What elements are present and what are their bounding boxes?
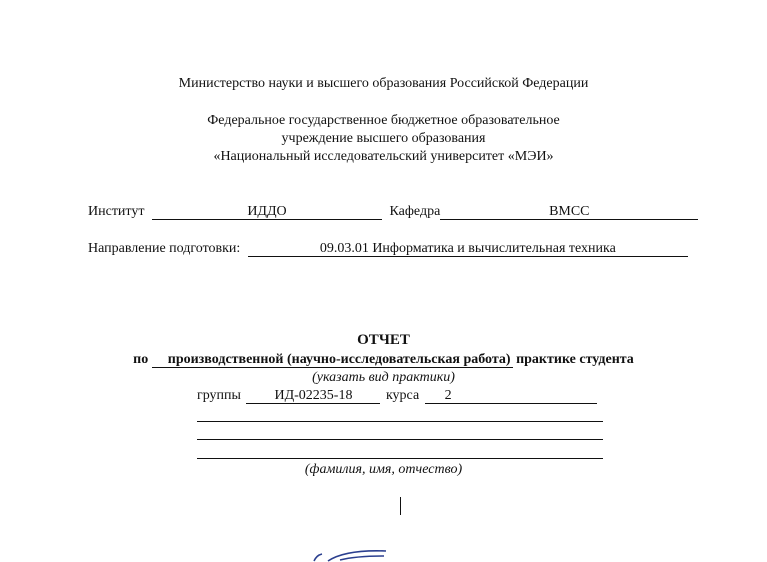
group-label: группы <box>197 388 241 403</box>
practice-prefix: по <box>133 352 149 367</box>
institute-value[interactable]: ИДДО <box>152 204 382 220</box>
institute-label: Институт <box>88 204 145 219</box>
direction-label: Направление подготовки: <box>88 241 241 256</box>
department-value[interactable]: ВМСС <box>440 204 698 220</box>
course-value[interactable]: 2 <box>425 388 597 404</box>
department-label: Кафедра <box>389 204 441 219</box>
name-hint: (фамилия, имя, отчество) <box>304 462 463 477</box>
practice-type[interactable]: производственной (научно-исследовательская работа) <box>152 352 513 368</box>
ministry-title: Министерство науки и высшего образования Российской Федерации <box>178 76 589 91</box>
direction-row <box>88 241 688 257</box>
signature-stroke <box>300 548 390 562</box>
course-label: курса <box>385 388 420 403</box>
institution-line-3: «Национальный исследовательский университет «МЭИ» <box>213 149 554 164</box>
practice-suffix: практике студента <box>516 352 634 367</box>
practice-hint: (указать вид практики) <box>312 370 455 385</box>
institution-line-1: Федеральное государственное бюджетное образовательное <box>207 113 560 128</box>
direction-value[interactable]: 09.03.01 Информатика и вычислительная техника <box>248 241 688 257</box>
name-line-1[interactable] <box>197 421 603 422</box>
practice-line <box>0 352 767 368</box>
institution-line-2: учреждение высшего образования <box>281 131 486 146</box>
group-value[interactable]: ИД-02235-18 <box>246 388 380 404</box>
name-line-3[interactable] <box>197 458 603 459</box>
group-row <box>197 388 597 404</box>
name-line-2[interactable] <box>197 439 603 440</box>
report-title: ОТЧЕТ <box>357 332 410 348</box>
text-cursor <box>400 497 401 515</box>
institute-row <box>88 204 698 220</box>
